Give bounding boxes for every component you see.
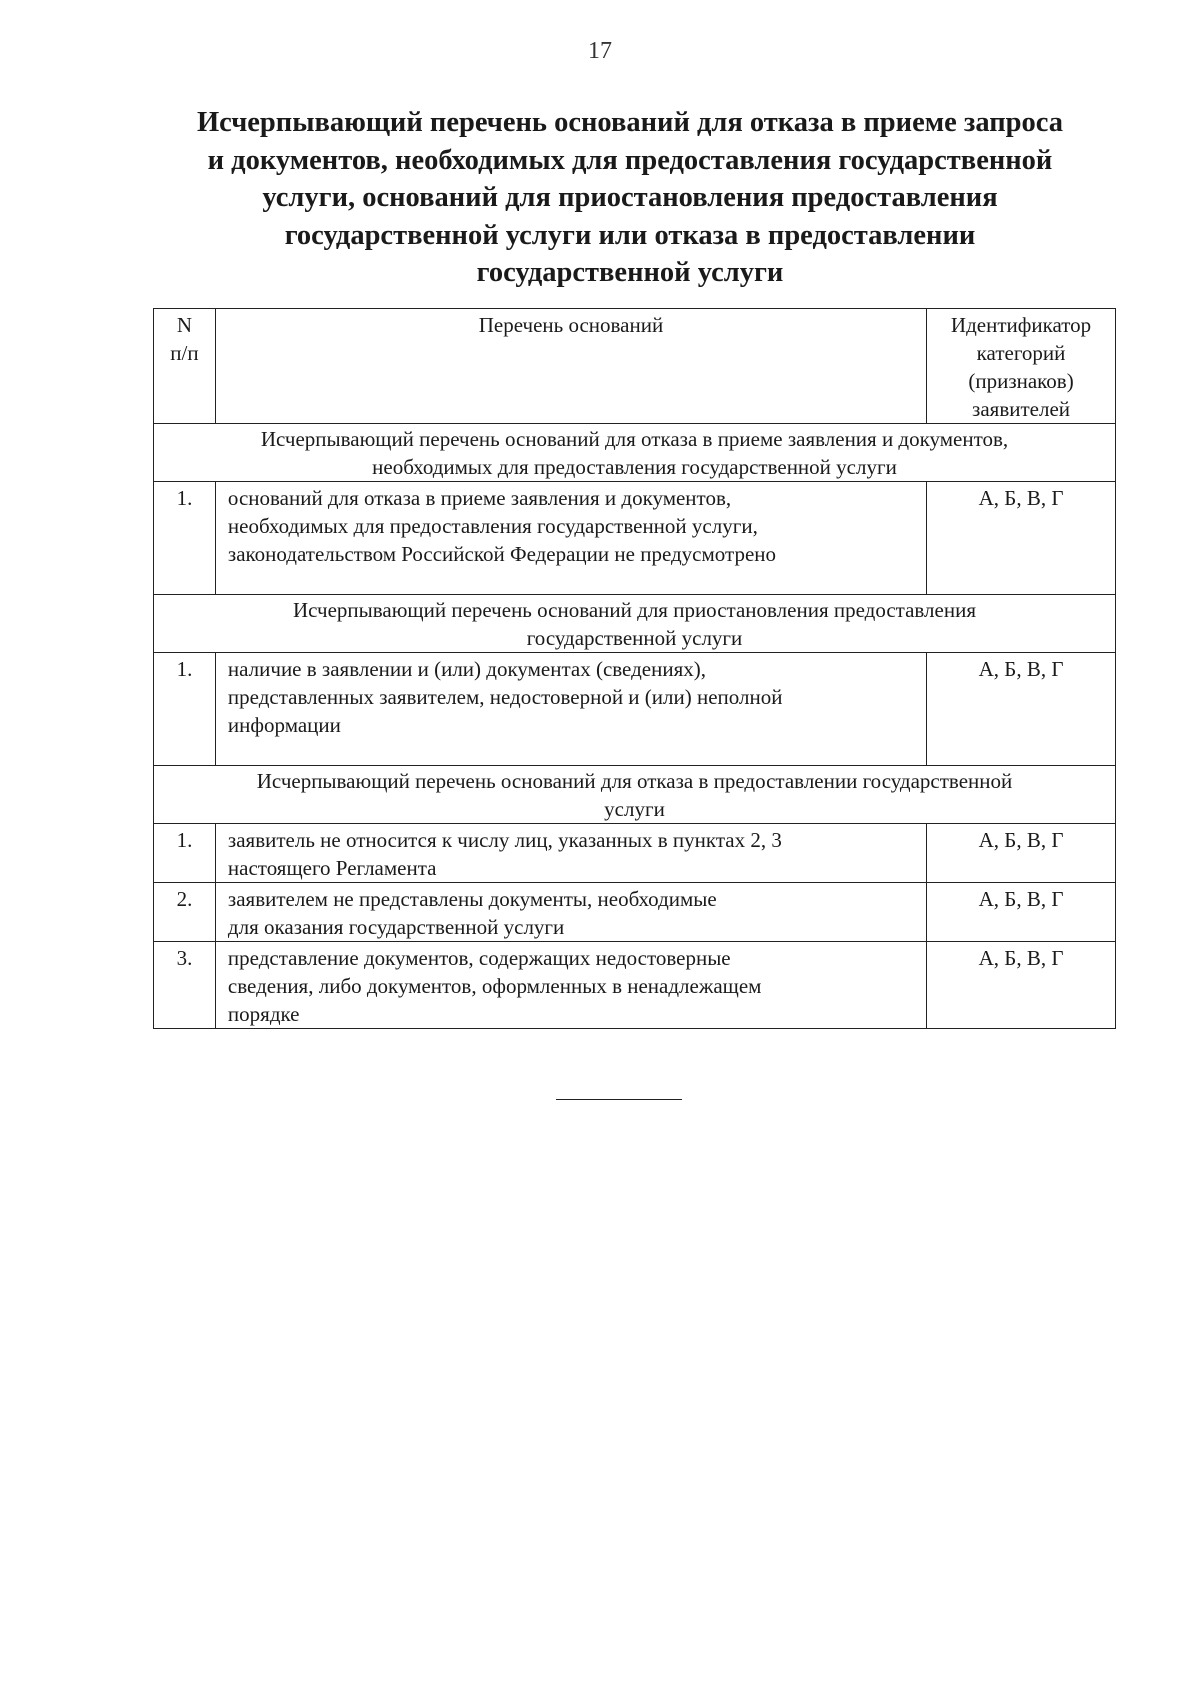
section-title-row	[154, 424, 1116, 482]
section-title-line: Исчерпывающий перечень оснований для приостановления предоставления	[292, 598, 976, 622]
header-num-line: N	[176, 313, 193, 337]
header-num-cell	[154, 309, 216, 424]
row-identifier: А, Б, В, Г	[927, 883, 1116, 942]
row-text-line: необходимых для предоставления государственной услуги,	[227, 514, 758, 538]
section-title-row	[154, 766, 1116, 824]
grounds-table	[153, 308, 1116, 1029]
row-text-line: представление документов, содержащих недостоверные	[227, 946, 731, 970]
table-row	[154, 883, 1116, 942]
row-text-line: настоящего Регламента	[227, 856, 437, 880]
section-title-row	[154, 595, 1116, 653]
row-text	[215, 824, 926, 883]
title-line: и документов, необходимых для предоставления государственной	[207, 144, 1053, 176]
title-line: государственной услуги	[476, 257, 784, 288]
row-identifier: А, Б, В, Г	[927, 942, 1116, 1029]
row-number: 1.	[154, 482, 216, 595]
section-title	[154, 424, 1116, 482]
row-text-line: оснований для отказа в приеме заявления и документов,	[227, 486, 732, 510]
row-number: 1.	[154, 653, 216, 766]
table-row	[154, 653, 1116, 766]
row-identifier: А, Б, В, Г	[927, 482, 1116, 595]
section-title-line: услуги	[604, 797, 665, 821]
table-row	[154, 824, 1116, 883]
row-text-line: для оказания государственной услуги	[227, 915, 565, 939]
document-title	[150, 104, 1110, 292]
row-text-line: заявитель не относится к числу лиц, указанных в пунктах 2, 3	[227, 828, 782, 852]
row-text-line: наличие в заявлении и (или) документах (сведениях),	[227, 657, 706, 681]
title-line: государственной услуги или отказа в предоставлении	[284, 219, 976, 251]
title-line: Исчерпывающий перечень оснований для отказа в приеме запроса	[196, 107, 1064, 138]
table-header-row	[154, 309, 1116, 424]
row-text	[215, 653, 926, 766]
section-title	[154, 766, 1116, 824]
section-title-line: Исчерпывающий перечень оснований для отказа в приеме заявления и документов,	[260, 427, 1009, 451]
row-text-line: заявителем не представлены документы, необходимые	[227, 887, 717, 911]
table-row	[154, 942, 1116, 1029]
table-row	[154, 482, 1116, 595]
row-number: 2.	[154, 883, 216, 942]
row-text-line: сведения, либо документов, оформленных в ненадлежащем	[227, 974, 762, 998]
title-line: услуги, оснований для приостановления предоставления	[262, 182, 998, 213]
header-num-line: п/п	[170, 341, 199, 365]
header-ident-cell	[927, 309, 1116, 424]
row-identifier: А, Б, В, Г	[927, 653, 1116, 766]
row-text-line: законодательством Российской Федерации не предусмотрено	[227, 542, 777, 566]
row-text-line: порядке	[227, 1002, 300, 1026]
section-title-line: государственной услуги	[526, 626, 743, 650]
end-rule	[556, 1099, 682, 1100]
row-text-line: представленных заявителем, недостоверной и (или) неполной	[227, 685, 783, 709]
row-identifier: А, Б, В, Г	[927, 824, 1116, 883]
row-text	[215, 942, 926, 1029]
row-number: 1.	[154, 824, 216, 883]
row-text	[215, 883, 926, 942]
row-text-line: информации	[227, 713, 341, 737]
section-title	[154, 595, 1116, 653]
section-title-line: необходимых для предоставления государственной услуги	[372, 455, 897, 479]
header-ident-line: категорий	[976, 341, 1066, 365]
row-number: 3.	[154, 942, 216, 1029]
header-ident-line: (признаков)	[968, 369, 1074, 393]
header-list-cell: Перечень оснований	[215, 309, 926, 424]
header-ident-line: Идентификатор	[950, 313, 1092, 337]
page-number: 17	[588, 38, 612, 64]
section-title-line: Исчерпывающий перечень оснований для отказа в предоставлении государственной	[256, 769, 1013, 793]
header-ident-line: заявителей	[972, 397, 1071, 421]
row-text	[215, 482, 926, 595]
